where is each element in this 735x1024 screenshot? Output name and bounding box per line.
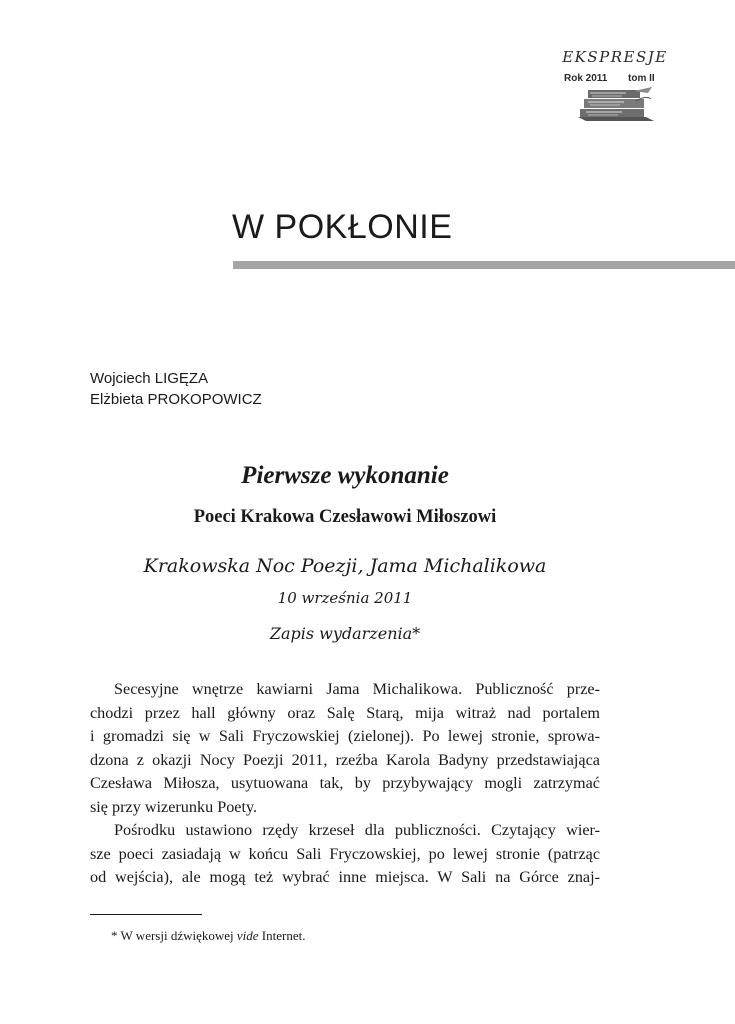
body-line: chodzi przez hall główny oraz Salę Starą, mija witraż nad portalem — [90, 703, 600, 722]
body-line: Czesława Miłosza, usytuowana tak, by przybywający mogli zatrzymać — [90, 774, 600, 792]
body-line: Pośrodku ustawiono rzędy krzeseł dla publiczności. Czytający wier- — [114, 821, 600, 839]
author-name: Elżbieta PROKOPOWICZ — [90, 391, 262, 408]
footnote-text-end: Internet. — [261, 928, 306, 943]
section-title: W POKŁONIE — [232, 208, 453, 246]
body-line: od wejścia), ale mogą też wybrać inne miejsca. W Sali na Górce znaj- — [90, 868, 600, 886]
event-date: 10 września 2011 — [277, 589, 413, 607]
body-line: i gromadzi się w Sali Fryczowskiej (zielonej). Po lewej stronie, sprowa- — [90, 727, 600, 745]
footnote-divider — [90, 914, 202, 915]
books-stack-icon — [576, 87, 656, 123]
body-line: Secesyjne wnętrze kawiarni Jama Michalikowa. Publiczność prze- — [114, 680, 600, 698]
event-record-heading: Zapis wydarzenia* — [269, 624, 421, 643]
journal-logo — [552, 46, 682, 126]
journal-volume: tom II — [628, 73, 655, 84]
footnote-text: * W wersji dźwiękowej — [111, 928, 234, 943]
journal-year: Rok 2011 — [564, 73, 608, 84]
author-name: Wojciech LIGĘZA — [90, 370, 209, 387]
event-name: Krakowska Noc Poezji, Jama Michalikowa — [143, 555, 547, 577]
body-line: sze poeci zasiadają w końcu Sali Fryczowskiej, po lewej stronie (patrząc — [90, 844, 600, 863]
journal-name: EKSPRESJE — [562, 48, 668, 66]
body-line: się przy wizerunku Poety. — [90, 797, 258, 816]
footnote — [111, 928, 305, 944]
section-title-bar — [233, 261, 735, 269]
article-subtitle: Poeci Krakowa Czesławowi Miłoszowi — [193, 507, 497, 527]
article-title: Pierwsze wykonanie — [241, 462, 449, 489]
footnote-emphasis: vide — [236, 928, 259, 943]
body-line: dzona z okazji Nocy Poezji 2011, rzeźba Karola Badyny przedstawiająca — [90, 750, 600, 769]
authors — [90, 368, 262, 410]
body-text — [90, 678, 600, 890]
